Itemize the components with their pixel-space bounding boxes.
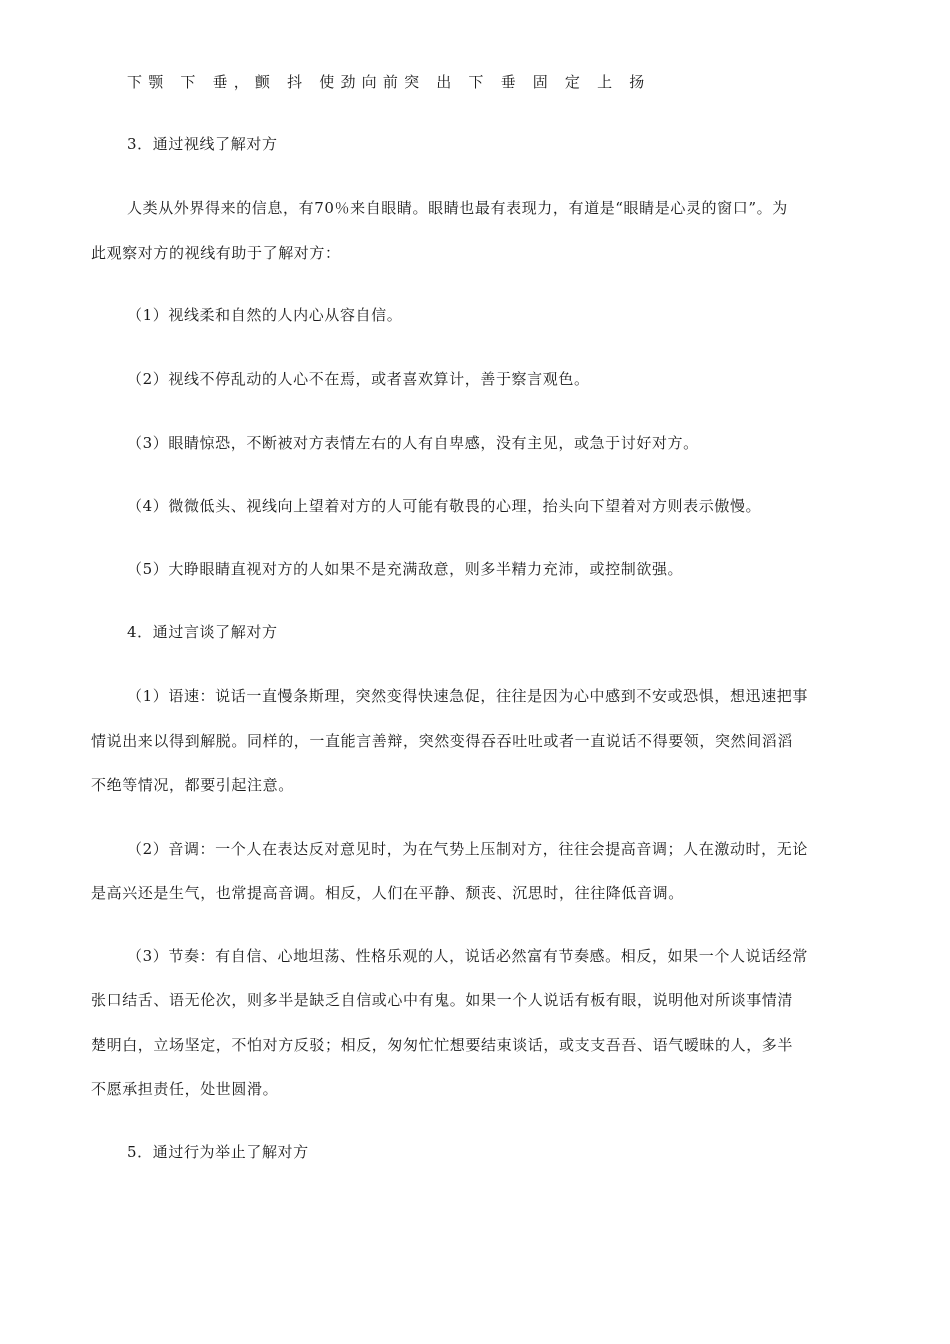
paragraph-line: 不愿承担责任，处世圆滑。 bbox=[91, 1080, 279, 1098]
paragraph-line: （2）音调：一个人在表达反对意见时，为在气势上压制对方，往往会提高音调；人在激动时，无论 bbox=[127, 840, 808, 858]
paragraph-line: 张口结舌、语无伦次，则多半是缺乏自信或心中有鬼。如果一个人说话有板有眼，说明他对所谈事情清 bbox=[91, 991, 794, 1009]
list-item: （3）眼睛惊恐，不断被对方表情左右的人有自卑感，没有主见，或急于讨好对方。 bbox=[127, 434, 699, 452]
list-item: （5）大睁眼睛直视对方的人如果不是充满敌意，则多半精力充沛，或控制欲强。 bbox=[127, 560, 684, 578]
paragraph-line: 是高兴还是生气，也常提高音调。相反，人们在平静、颓丧、沉思时，往往降低音调。 bbox=[91, 884, 684, 902]
list-item: （4）微微低头、视线向上望着对方的人可能有敬畏的心理，抬头向下望着对方则表示傲慢。 bbox=[127, 497, 762, 515]
paragraph-line: 情说出来以得到解脱。同样的，一直能言善辩，突然变得吞吞吐吐或者一直说话不得要领，突然间滔滔 bbox=[91, 732, 794, 750]
paragraph-line: 此观察对方的视线有助于了解对方： bbox=[91, 244, 341, 262]
section-heading-5: 5．通过行为举止了解对方 bbox=[127, 1143, 309, 1161]
paragraph-line: （3）节奏：有自信、心地坦荡、性格乐观的人，说话必然富有节奏感。相反，如果一个人说话经常 bbox=[127, 947, 808, 965]
section-heading-3: 3．通过视线了解对方 bbox=[127, 135, 278, 153]
paragraph-line: 楚明白，立场坚定，不怕对方反驳；相反，匆匆忙忙想要结束谈话，或支支吾吾、语气暧昧的人，多半 bbox=[91, 1036, 794, 1054]
list-item: （2）视线不停乱动的人心不在焉，或者喜欢算计，善于察言观色。 bbox=[127, 370, 590, 388]
paragraph-line: （1）语速：说话一直慢条斯理，突然变得快速急促，往往是因为心中感到不安或恐惧，想迅速把事 bbox=[127, 687, 808, 705]
table-fragment-line: 下颚 下 垂，颤 抖 使劲向前突 出 下 垂 固 定 上 扬 bbox=[127, 73, 651, 91]
section-heading-4: 4．通过言谈了解对方 bbox=[127, 623, 278, 641]
paragraph-line: 不绝等情况，都要引起注意。 bbox=[91, 776, 294, 794]
paragraph-line: 人类从外界得来的信息，有70％来自眼睛。眼睛也最有表现力，有道是“眼睛是心灵的窗口”。为 bbox=[127, 199, 788, 217]
list-item: （1）视线柔和自然的人内心从容自信。 bbox=[127, 306, 403, 324]
